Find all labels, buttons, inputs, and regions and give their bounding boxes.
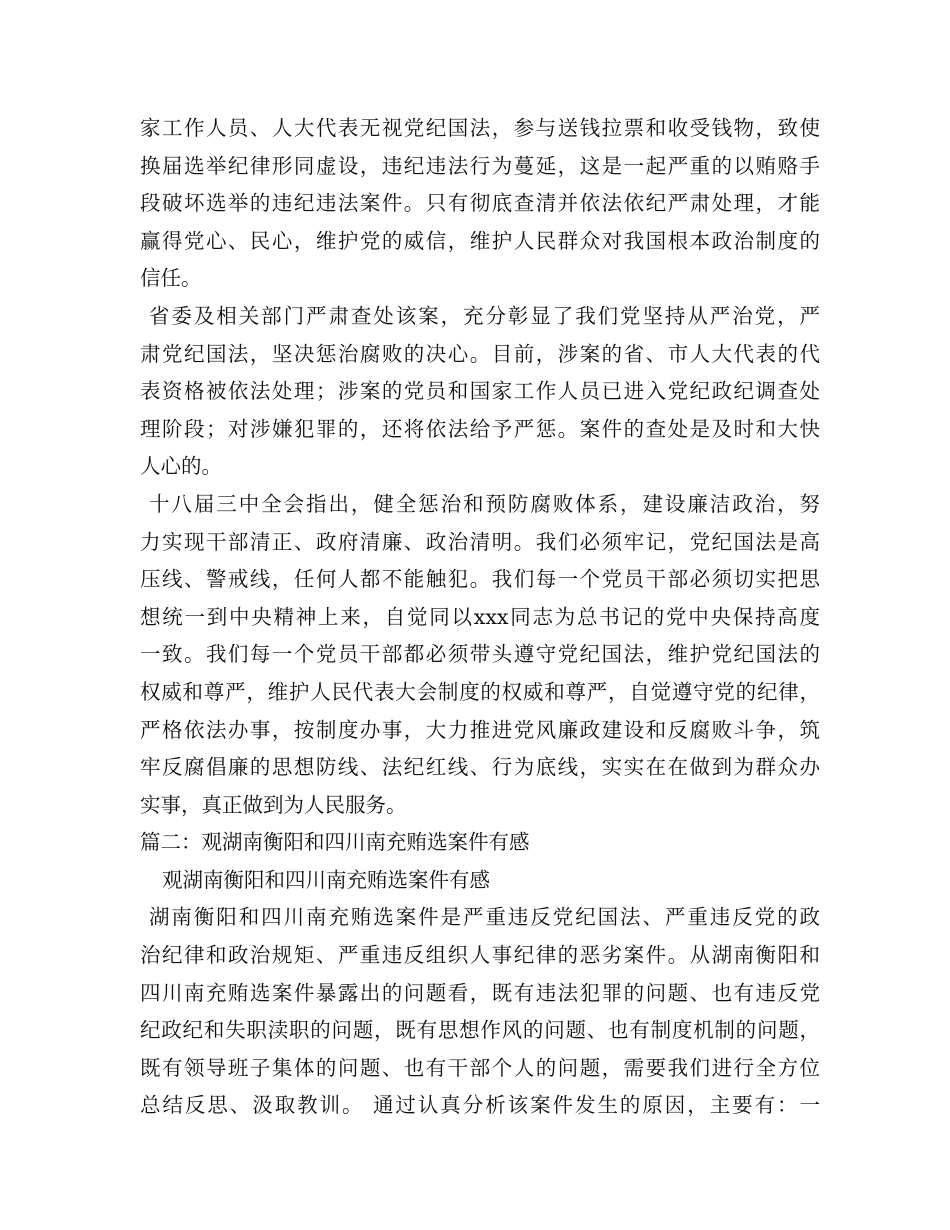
text-line: 实事，真正做到为人民服务。 [140,792,407,817]
text-line: 肃党纪国法，坚决惩治腐败的决心。目前，涉案的省、市人大代表的代 [140,341,820,366]
text-line: 信任。 [140,266,202,291]
text-line: 换届选举纪律形同虚设，违纪违法行为蔓延，这是一起严重的以贿赂手 [140,153,820,178]
section-heading: 篇二：观湖南衡阳和四川南充贿选案件有感 [140,830,530,855]
text-line: 段破坏选举的违纪违法案件。只有彻底查清并依法依纪严肃处理，才能 [140,191,820,216]
text-line: 人心的。 [140,454,222,479]
text-line: 想统一到中央精神上来，自觉同以xxx同志为总书记的党中央保持高度 [140,604,820,629]
text-line: 赢得党心、民心，维护党的威信，维护人民群众对我国根本政治制度的 [140,228,820,253]
document-body [140,110,820,1125]
section-subtitle: 观湖南衡阳和四川南充贿选案件有感 [162,867,490,892]
text-line: 家工作人员、人大代表无视党纪国法，参与送钱拉票和收受钱物，致使 [140,116,820,140]
text-line: 一致。我们每一个党员干部都必须带头遵守党纪国法，维护党纪国法的 [140,642,820,667]
text-line: 纪政纪和失职渎职的问题，既有思想作风的问题、也有制度机制的问题， [140,1018,820,1043]
text-line: 十八届三中全会指出，健全惩治和预防腐败体系，建设廉洁政治，努 [149,491,820,516]
text-line: 权威和尊严，维护人民代表大会制度的权威和尊严，自觉遵守党的纪律， [140,679,820,704]
text-line: 总结反思、汲取教训。 通过认真分析该案件发生的原因，主要有：一 [140,1093,820,1118]
text-line: 治纪律和政治规矩、严重违反组织人事纪律的恶劣案件。从湖南衡阳和 [140,943,820,968]
text-line: 压线、警戒线，任何人都不能触犯。我们每一个党员干部必须切实把思 [140,567,820,592]
text-line: 牢反腐倡廉的思想防线、法纪红线、行为底线，实实在在做到为群众办 [140,755,820,780]
text-line: 理阶段；对涉嫌犯罪的，还将依法给予严惩。案件的查处是及时和大快 [140,416,820,441]
text-line: 既有领导班子集体的问题、也有干部个人的问题，需要我们进行全方位 [140,1055,820,1080]
text-line: 表资格被依法处理；涉案的党员和国家工作人员已进入党纪政纪调查处 [140,379,820,404]
text-line: 四川南充贿选案件暴露出的问题看，既有违法犯罪的问题、也有违反党 [140,980,820,1005]
text-line: 力实现干部清正、政府清廉、政治清明。我们必须牢记，党纪国法是高 [140,529,820,554]
text-line: 湖南衡阳和四川南充贿选案件是严重违反党纪国法、严重违反党的政 [149,905,820,930]
text-line: 严格依法办事，按制度办事，大力推进党风廉政建设和反腐败斗争，筑 [140,717,820,742]
text-line: 省委及相关部门严肃查处该案，充分彰显了我们党坚持从严治党，严 [149,303,820,328]
